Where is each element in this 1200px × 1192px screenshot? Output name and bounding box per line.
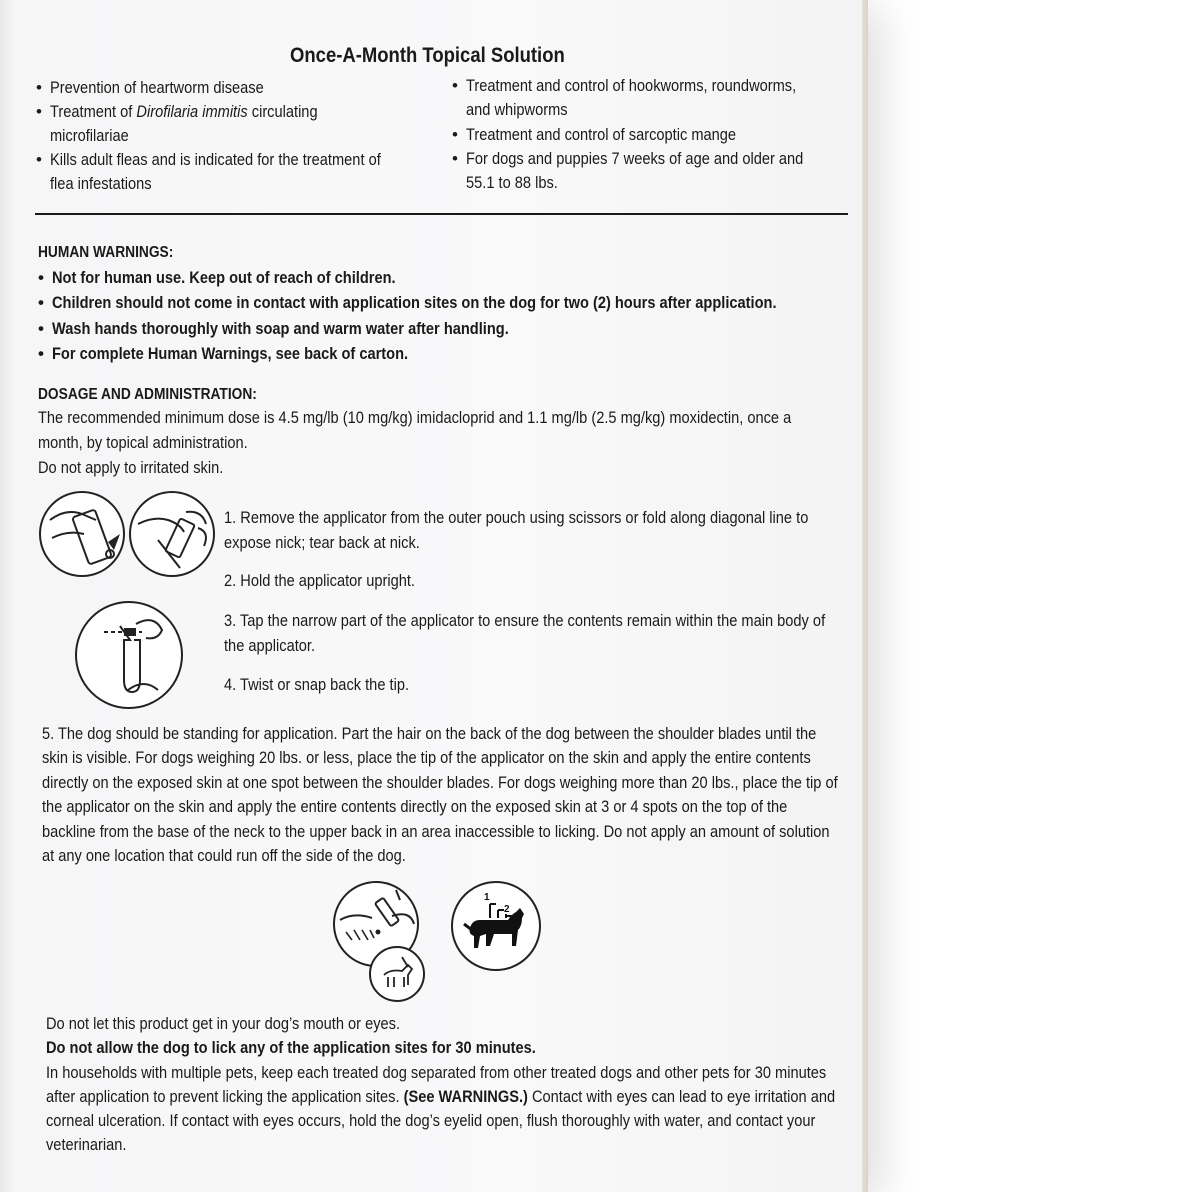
warning-item: • For complete Human Warnings, see back of carton.	[38, 344, 409, 363]
footer-text	[46, 1087, 835, 1107]
indication-species: Dirofilaria immitis	[136, 102, 248, 121]
warning-item: • Wash hands thoroughly with soap and warm water after handling.	[38, 319, 509, 338]
footer-text-bold: Do not allow the dog to lick any of the application sites for 30 minutes.	[46, 1038, 536, 1057]
step-5-text: at any one location that could run off the side of the dog.	[42, 846, 406, 865]
human-warnings-heading: HUMAN WARNINGS:	[38, 244, 174, 261]
tear-nick-icon	[128, 490, 216, 578]
indication-text-pre: Treatment of	[50, 102, 137, 121]
footer-text-post: Contact with eyes can lead to eye irritation and	[531, 1087, 836, 1106]
indication-text-post: circulating	[247, 102, 318, 121]
warning-item: • Not for human use. Keep out of reach of children.	[38, 268, 396, 287]
footer-text: corneal ulceration. If contact with eyes occurs, hold the dog’s eyelid open, flush thoroughly with water, and contact your	[46, 1111, 816, 1130]
spot-label-2: 2	[504, 904, 510, 915]
warning-item: • Children should not come in contact with application sites on the dog for two (2) hours after application.	[38, 293, 777, 312]
page-title: Once-A-Month Topical Solution	[290, 44, 565, 67]
indication-item: • Kills adult fleas and is indicated for the treatment of flea infestations	[36, 150, 381, 193]
step-1-text: 1. Remove the applicator from the outer pouch using scissors or fold along diagonal line to	[224, 508, 809, 527]
spot-label-3: 3	[514, 912, 520, 923]
dosage-text: Do not apply to irritated skin.	[38, 458, 224, 477]
spot-label-1: 1	[484, 892, 490, 903]
indication-item: • For dogs and puppies 7 weeks of age and older and 55.1 to 88 lbs.	[452, 149, 804, 192]
indication-item: • Prevention of heartworm disease	[36, 78, 264, 97]
see-warnings-ref: (See WARNINGS.)	[403, 1087, 528, 1106]
dog-application-spots-icon	[450, 880, 542, 972]
step-5-text: skin is visible. For dogs weighing 20 lbs. or less, place the tip of the applicator on the skin and apply the entire contents	[42, 748, 811, 767]
step-5-text: backline from the base of the neck to the upper back in an area inaccessible to licking. Do not apply an amount of solution	[42, 822, 830, 841]
section-divider	[35, 213, 848, 215]
step-4-text: 4. Twist or snap back the tip.	[224, 675, 410, 694]
dosage-heading: DOSAGE AND ADMINISTRATION:	[38, 386, 257, 403]
dosage-text: The recommended minimum dose is 4.5 mg/lb (10 mg/kg) imidacloprid and 1.1 mg/lb (2.5 mg/kg) moxidectin, once a	[38, 408, 792, 427]
pouch-scissors-icon	[38, 490, 126, 578]
dosage-text: month, by topical administration.	[38, 433, 248, 452]
small-dog-icon	[368, 945, 426, 1003]
step-3-text: 3. Tap the narrow part of the applicator to ensure the contents remain within the main body of	[224, 611, 826, 630]
step-5-text: the applicator on the skin and apply the entire contents directly on the exposed skin at 3 or 4 spots on the top of the	[42, 797, 788, 816]
step-3-text: the applicator.	[224, 636, 316, 655]
step-1-text: expose nick; tear back at nick.	[224, 533, 420, 552]
step-5-text: directly on the exposed skin at one spot between the shoulder blades. For dogs weighing more than 20 lbs., place the tip of	[42, 773, 838, 792]
step-5-text: 5. The dog should be standing for application. Part the hair on the back of the dog between the shoulder blades until the	[42, 724, 817, 743]
footer-text: Do not let this product get in your dog’s mouth or eyes.	[46, 1014, 401, 1033]
hold-applicator-icon	[74, 600, 184, 710]
indication-item: • Treatment and control of hookworms, roundworms, and whipworms	[452, 76, 797, 119]
step-2-text: 2. Hold the applicator upright.	[224, 571, 416, 590]
footer-text: In households with multiple pets, keep each treated dog separated from other treated dogs and other pets for 30 minutes	[46, 1063, 827, 1082]
footer-text: veterinarian.	[46, 1135, 127, 1154]
indication-item: • Treatment and control of sarcoptic mange	[452, 125, 737, 144]
footer-text-pre: after application to prevent licking the application sites.	[46, 1087, 400, 1106]
indication-item: • Treatment of Dirofilaria immitis circulating microfilariae	[36, 102, 318, 145]
